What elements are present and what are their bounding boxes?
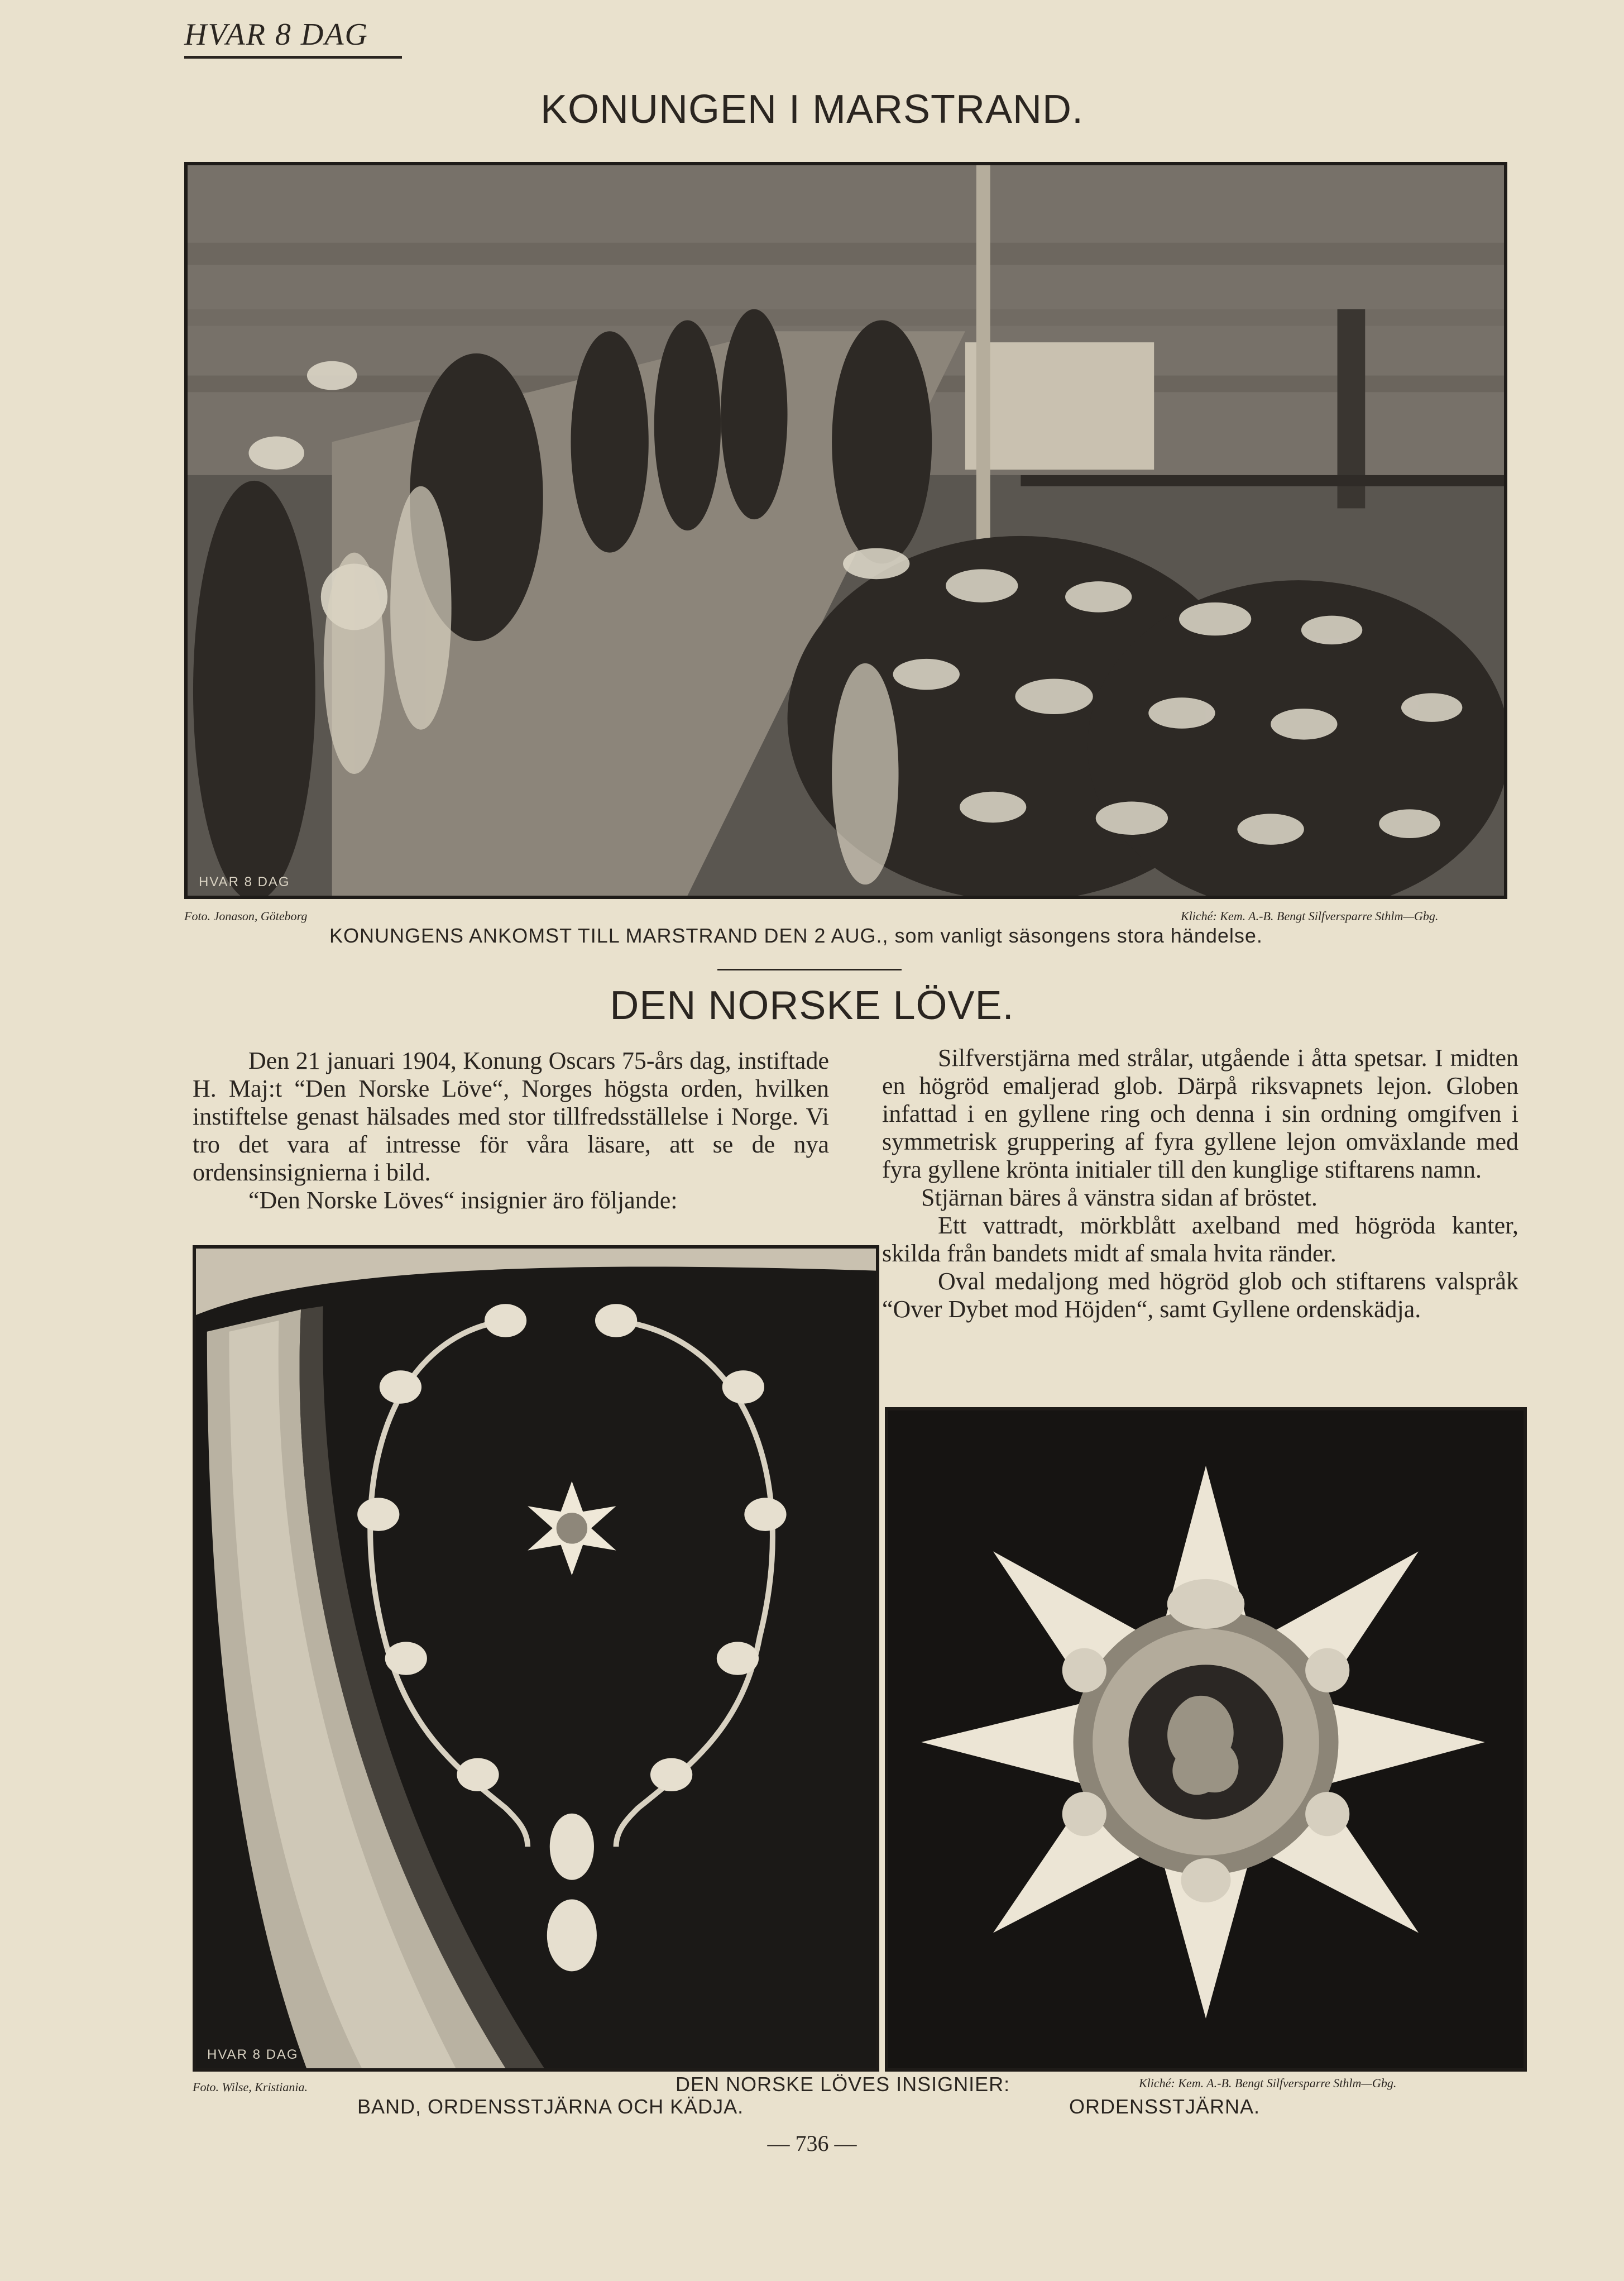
insignia-caption-right: ORDENSSTJÄRNA. <box>1069 2095 1261 2118</box>
paragraph: Oval medaljong med högröd glob och stiftarens valspråk “Over Dybet mod Höjden“, samt Gyllene ordenskädja. <box>882 1268 1518 1323</box>
photo-credit-insignia: Foto. Wilse, Kristiania. <box>193 2080 308 2094</box>
photo-kings-arrival-illustration <box>188 165 1504 896</box>
cliche-credit-insignia: Kliché: Kem. A.-B. Bengt Silfversparre Sthlm—Gbg. <box>1139 2076 1397 2090</box>
insignia-caption-heading: DEN NORSKE LÖVES INSIGNIER: <box>676 2073 1010 2096</box>
caption-caps: KONUNGENS ANKOMST TILL MARSTRAND DEN 2 AUG., <box>329 924 889 947</box>
paragraph: Silfverstjärna med strålar, utgående i åtta spetsar. I midten en högröd emaljerad glob. Därpå riksvapnets lejon. Globen infattad i en gyllene ring och denna i sin ordning omgifven i symmetrisk gruppering af fyra gyllene lejon omväxlande med fyra gyllene krönta initialer till den kunglige stiftarens namn. <box>882 1044 1518 1183</box>
cliche-credit: Kliché: Kem. A.-B. Bengt Silfversparre Sthlm—Gbg. <box>1181 909 1439 923</box>
section-title-marstrand: KONUNGEN I MARSTRAND. <box>540 87 1084 132</box>
text-column-left <box>193 1047 829 1214</box>
page-number: — 736 — <box>767 2131 857 2156</box>
photo-credit: Foto. Jonason, Göteborg <box>184 909 308 923</box>
photo-order-star <box>885 1407 1527 2072</box>
text-column-right <box>882 1044 1518 1323</box>
insignia-caption-left: BAND, ORDENSSTJÄRNA OCH KÄDJA. <box>357 2095 744 2118</box>
running-head-rule <box>184 56 402 59</box>
chain-illustration <box>196 1249 876 2068</box>
caption-rest: som vanligt säsongens stora händelse. <box>888 924 1263 947</box>
running-head: HVAR 8 DAG <box>184 17 368 52</box>
section-title-norske-love: DEN NORSKE LÖVE. <box>610 983 1014 1028</box>
paragraph: Stjärnan bäres å vänstra sidan af bröstet. <box>921 1184 1318 1211</box>
order-star-illustration <box>888 1410 1524 2068</box>
photo-band-star-chain <box>193 1245 879 2072</box>
paragraph: “Den Norske Löves“ insignier äro följande: <box>248 1187 678 1214</box>
paragraph: Den 21 januari 1904, Konung Oscars 75-års dag, instiftade H. Maj:t “Den Norske Löve“, Norges högsta orden, hvilken instiftelse genast hälsades med stor tillfredsställelse i Norge. Vi tro det vara af intresse för våra läsare, att se de nya ordensinsignierna i bild. <box>193 1047 829 1186</box>
photo-caption-arrival <box>329 924 1263 948</box>
photo-watermark: HVAR 8 DAG <box>199 874 290 890</box>
photo-kings-arrival <box>184 162 1507 899</box>
section-divider <box>717 969 902 970</box>
photo-watermark: HVAR 8 DAG <box>207 2047 299 2062</box>
paragraph: Ett vattradt, mörkblått axelband med högröda kanter, skilda från bandets midt af smala hvita ränder. <box>882 1212 1518 1267</box>
